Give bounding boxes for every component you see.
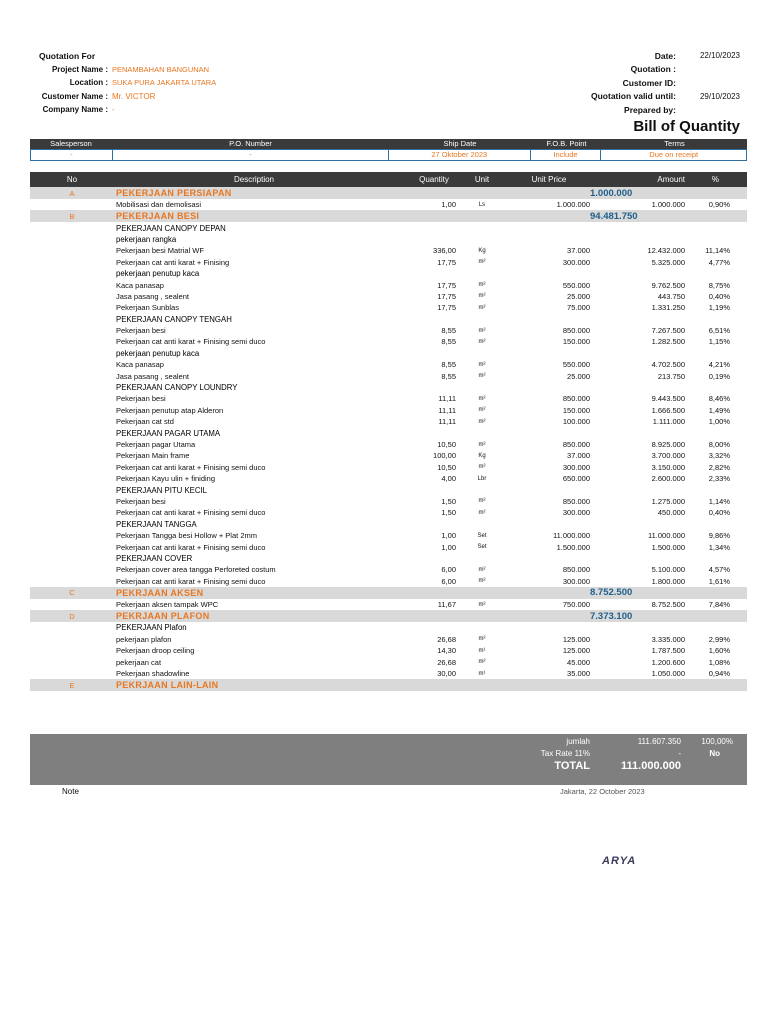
table-row bbox=[30, 507, 747, 518]
row-description: PEKERJAAN PAGAR UTAMA bbox=[116, 428, 221, 438]
row-unit-price: 850.000 bbox=[562, 394, 590, 404]
row-description: Mobilisasi dan demolisasi bbox=[116, 200, 202, 210]
row-number: B bbox=[69, 211, 75, 221]
row-description: PEKERJAAN PITU KECIL bbox=[116, 485, 207, 495]
row-amount: 7.373.100 bbox=[590, 610, 633, 622]
customer-name-value: Mr. VICTOR bbox=[112, 91, 156, 101]
row-description: Pekerjaan besi Matrial WF bbox=[116, 246, 204, 256]
row-unit-price: 150.000 bbox=[562, 337, 590, 347]
row-unit: m² bbox=[478, 636, 486, 643]
table-row bbox=[30, 439, 747, 450]
row-percent: 8,46% bbox=[708, 394, 730, 404]
row-percent: 8,00% bbox=[708, 440, 730, 449]
row-percent: 4,77% bbox=[708, 257, 730, 267]
subheading-row bbox=[30, 348, 747, 359]
row-unit: m² bbox=[478, 418, 486, 425]
row-quantity: 14,30 bbox=[437, 646, 456, 656]
row-unit: m² bbox=[478, 259, 486, 266]
terms-header: Terms bbox=[664, 139, 685, 148]
row-amount: 12.432.000 bbox=[647, 246, 685, 256]
table-row bbox=[30, 291, 747, 302]
row-unit: m² bbox=[478, 578, 486, 585]
row-percent: 3,32% bbox=[708, 451, 730, 461]
row-quantity: 1,50 bbox=[441, 508, 456, 518]
row-percent: 7,84% bbox=[708, 600, 730, 610]
row-percent: 0,94% bbox=[708, 669, 730, 679]
row-amount: 1.275.000 bbox=[651, 496, 685, 506]
row-quantity: 1,00 bbox=[441, 542, 456, 552]
row-unit-price: 300.000 bbox=[562, 257, 590, 267]
row-unit-price: 850.000 bbox=[562, 440, 590, 449]
row-unit-price: 850.000 bbox=[562, 565, 590, 575]
row-unit: m² bbox=[478, 282, 486, 289]
company-name-label: Company Name : bbox=[42, 105, 108, 115]
row-description: Pekerjaan Main frame bbox=[116, 451, 190, 461]
table-row bbox=[30, 393, 747, 404]
row-description: Pekerjaan besi bbox=[116, 496, 166, 506]
col-unit-price-header: Unit Price bbox=[531, 175, 567, 184]
row-unit-price: 37.000 bbox=[567, 451, 590, 461]
row-percent: 9,86% bbox=[708, 531, 730, 541]
row-unit: m² bbox=[478, 338, 486, 345]
ship-date-header: Ship Date bbox=[443, 139, 477, 148]
row-amount: 1.050.000 bbox=[651, 669, 685, 679]
note-label: Note bbox=[62, 787, 79, 796]
row-unit-price: 750.000 bbox=[562, 600, 590, 610]
row-description: Pekerjaan shadowline bbox=[116, 669, 190, 679]
row-unit-price: 1.000.000 bbox=[556, 200, 590, 210]
row-amount: 5.325.000 bbox=[651, 257, 685, 267]
row-unit: Kg bbox=[478, 452, 486, 459]
row-unit-price: 75.000 bbox=[567, 303, 590, 313]
quotation-label: Quotation : bbox=[630, 64, 676, 75]
table-row bbox=[30, 530, 747, 541]
row-unit-price: 650.000 bbox=[562, 474, 590, 484]
row-description: Pekerjaan cat anti karat + Finising semi duco bbox=[116, 542, 266, 552]
col-amount-header: Amount bbox=[657, 175, 685, 184]
section-row bbox=[30, 187, 747, 199]
row-description: Pekerjaan droop ceiling bbox=[116, 646, 195, 656]
row-unit: m¹ bbox=[478, 647, 486, 654]
valid-until-value: 29/10/2023 bbox=[699, 91, 740, 101]
date-label: Date: bbox=[654, 50, 676, 61]
table-row bbox=[30, 370, 747, 381]
subheading-row bbox=[30, 314, 747, 325]
row-quantity: 1,00 bbox=[441, 531, 456, 541]
row-quantity: 11,11 bbox=[438, 394, 456, 404]
row-unit-price: 150.000 bbox=[562, 405, 590, 415]
row-amount: 7.267.500 bbox=[651, 326, 685, 336]
row-percent: 1,19% bbox=[708, 303, 730, 313]
row-unit-price: 850.000 bbox=[562, 326, 590, 336]
row-amount: 1.111.000 bbox=[652, 417, 685, 427]
row-percent: 2,33% bbox=[708, 474, 730, 484]
jumlah-label: jumlah bbox=[566, 737, 590, 746]
row-description: Pekerjaan Tangga besi Hollow + Plat 2mm bbox=[116, 531, 257, 541]
salesperson-header: Salesperson bbox=[50, 139, 92, 148]
row-percent: 1,61% bbox=[708, 576, 730, 586]
row-quantity: 6,00 bbox=[441, 576, 456, 586]
row-quantity: 11,11 bbox=[438, 417, 456, 427]
row-description: pekerjaan penutup kaca bbox=[116, 269, 200, 279]
row-unit-price: 25.000 bbox=[567, 291, 590, 301]
po-number-value: - bbox=[113, 150, 389, 160]
row-quantity: 10,50 bbox=[437, 440, 456, 449]
location-value: SUKA PURA JAKARTA UTARA bbox=[112, 78, 217, 88]
row-amount: 2.600.000 bbox=[651, 474, 685, 484]
row-number: C bbox=[69, 588, 75, 598]
row-description: Kaca panasap bbox=[116, 360, 164, 370]
subheading-row bbox=[30, 427, 747, 438]
row-description: Pekerjaan aksen tampak WPC bbox=[116, 600, 219, 610]
row-unit-price: 850.000 bbox=[562, 496, 590, 506]
subheading-row bbox=[30, 553, 747, 564]
row-quantity: 30,00 bbox=[437, 669, 456, 679]
row-unit: m² bbox=[478, 566, 486, 573]
row-percent: 0,40% bbox=[708, 508, 730, 518]
table-row bbox=[30, 634, 747, 645]
row-amount: 213.750 bbox=[657, 371, 685, 381]
row-amount: 8.752.500 bbox=[590, 587, 633, 599]
row-description: PEKERJAAN Plafon bbox=[116, 623, 187, 633]
ship-date-value: 27 Oktober 2023 bbox=[389, 150, 531, 160]
table-row bbox=[30, 473, 747, 484]
row-amount: 1.282.500 bbox=[651, 337, 685, 347]
row-quantity: 100,00 bbox=[433, 451, 456, 461]
terms-value: Due on receipt bbox=[649, 150, 699, 159]
table-row bbox=[30, 656, 747, 667]
section-row bbox=[30, 210, 747, 222]
subheading-row bbox=[30, 519, 747, 530]
table-row bbox=[30, 462, 747, 473]
col-percent-header: % bbox=[711, 175, 719, 184]
row-amount: 1.666.500 bbox=[651, 405, 685, 415]
row-quantity: 26,68 bbox=[437, 634, 456, 644]
row-unit-price: 300.000 bbox=[562, 576, 590, 586]
row-description: PEKERJAAN CANOPY LOUNDRY bbox=[116, 383, 238, 393]
subheading-row bbox=[30, 484, 747, 495]
row-quantity: 10,50 bbox=[437, 462, 456, 472]
subheading-row bbox=[30, 268, 747, 279]
row-unit-price: 11.000.000 bbox=[553, 531, 590, 541]
row-unit: m² bbox=[478, 373, 486, 380]
row-quantity: 8,55 bbox=[441, 337, 456, 347]
row-description: PEKRJAAN PLAFON bbox=[116, 611, 210, 622]
col-quantity-header: Quantity bbox=[419, 175, 449, 184]
row-description: Pekerjaan cover area tangga Perforeted costum bbox=[116, 565, 276, 575]
row-amount: 94.481.750 bbox=[590, 210, 638, 222]
row-percent: 4,21% bbox=[708, 360, 730, 370]
row-amount: 9.443.500 bbox=[651, 394, 685, 404]
row-unit-price: 37.000 bbox=[567, 246, 590, 256]
row-amount: 3.700.000 bbox=[651, 451, 685, 461]
col-description-header: Description bbox=[233, 175, 274, 184]
row-unit: Set bbox=[477, 544, 487, 551]
table-header-row bbox=[30, 172, 747, 187]
quotation-meta-block bbox=[440, 49, 740, 117]
row-percent: 1,00% bbox=[708, 417, 730, 427]
row-description: Pekerjaan cat anti karat + Finising semi duco bbox=[116, 462, 266, 472]
row-amount: 1.000.000 bbox=[651, 200, 685, 210]
info-header-row bbox=[30, 139, 747, 149]
row-quantity: 8,55 bbox=[441, 326, 456, 336]
row-unit: m² bbox=[478, 407, 486, 414]
jumlah-percent: 100,00% bbox=[701, 737, 733, 746]
fob-point-header: F.O.B. Point bbox=[546, 139, 587, 148]
table-row bbox=[30, 416, 747, 427]
row-percent: 2,99% bbox=[708, 634, 730, 644]
row-description: PEKERJAAN CANOPY DEPAN bbox=[116, 223, 226, 233]
row-description: PEKRJAAN LAIN-LAIN bbox=[116, 680, 219, 691]
row-description: Kaca panasap bbox=[116, 280, 164, 290]
total-value: 111.000.000 bbox=[621, 760, 681, 772]
row-unit-price: 25.000 bbox=[567, 371, 590, 381]
table-row bbox=[30, 576, 747, 587]
row-quantity: 336,00 bbox=[433, 246, 456, 256]
totals-block bbox=[30, 734, 747, 785]
row-number: D bbox=[69, 611, 75, 621]
table-row bbox=[30, 336, 747, 347]
row-description: PEKERJAAN BESI bbox=[116, 211, 200, 222]
row-amount: 5.100.000 bbox=[651, 565, 685, 575]
row-unit: m² bbox=[478, 327, 486, 334]
table-row bbox=[30, 405, 747, 416]
row-amount: 450.000 bbox=[657, 508, 685, 518]
row-description: pekerjaan penutup kaca bbox=[116, 348, 200, 358]
row-percent: 1,15% bbox=[708, 337, 730, 347]
info-values-row bbox=[30, 149, 747, 161]
row-unit-price: 45.000 bbox=[567, 657, 590, 667]
row-percent: 0,19% bbox=[708, 371, 730, 381]
row-unit: m² bbox=[478, 509, 486, 516]
row-amount: 1.787.500 bbox=[651, 646, 685, 656]
row-unit: m² bbox=[478, 293, 486, 300]
row-amount: 1.331.250 bbox=[651, 303, 685, 313]
tax-rate-label: Tax Rate 11% bbox=[540, 749, 590, 758]
row-unit: m² bbox=[478, 304, 486, 311]
row-percent: 11,14% bbox=[705, 246, 730, 256]
row-percent: 1,08% bbox=[708, 657, 730, 667]
subheading-row bbox=[30, 234, 747, 245]
row-description: Pekerjaan pagar Utama bbox=[116, 440, 196, 449]
tax-note: No bbox=[709, 749, 720, 758]
row-description: Jasa pasang , sealent bbox=[116, 291, 189, 301]
row-description: Pekerjaan cat anti karat + Finising semi duco bbox=[116, 508, 266, 518]
row-quantity: 4,00 bbox=[441, 474, 456, 484]
row-unit-price: 35.000 bbox=[567, 669, 590, 679]
quotation-for-label: Quotation For bbox=[39, 50, 96, 61]
table-row bbox=[30, 257, 747, 268]
table-row bbox=[30, 325, 747, 336]
row-description: PEKERJAAN TANGGA bbox=[116, 519, 197, 529]
table-row bbox=[30, 279, 747, 290]
row-amount: 1.200.600 bbox=[651, 657, 685, 667]
row-quantity: 11,67 bbox=[437, 600, 456, 610]
row-unit: m² bbox=[478, 441, 486, 448]
row-description: PEKRJAAN AKSEN bbox=[116, 587, 204, 598]
table-row bbox=[30, 496, 747, 507]
row-unit: m² bbox=[478, 361, 486, 368]
row-description: Pekerjaan Sunblas bbox=[116, 303, 179, 313]
row-amount: 1.500.000 bbox=[651, 542, 685, 552]
col-no-header: No bbox=[66, 175, 78, 184]
row-percent: 2,82% bbox=[708, 462, 730, 472]
row-quantity: 8,55 bbox=[441, 371, 456, 381]
table-row bbox=[30, 599, 747, 610]
row-unit: m² bbox=[478, 659, 486, 666]
row-quantity: 17,75 bbox=[437, 257, 456, 267]
row-unit: Set bbox=[477, 532, 487, 539]
signature-name: ARYA bbox=[602, 855, 637, 867]
row-description: Pekerjaan besi bbox=[116, 326, 166, 336]
project-name-label: Project Name : bbox=[51, 64, 108, 74]
row-number: E bbox=[69, 680, 75, 690]
quotation-for-block bbox=[0, 49, 360, 117]
row-quantity: 17,75 bbox=[437, 291, 456, 301]
row-unit: Lbr bbox=[477, 475, 487, 482]
row-amount: 443.750 bbox=[657, 291, 685, 301]
row-amount: 11.000.000 bbox=[648, 531, 685, 541]
company-name-value: - bbox=[112, 105, 115, 115]
row-description: pekerjaan cat bbox=[116, 657, 162, 667]
row-description: Pekerjaan besi bbox=[116, 394, 166, 404]
row-percent: 0,90% bbox=[708, 200, 730, 210]
row-quantity: 17,75 bbox=[437, 303, 456, 313]
row-description: PEKERJAAN PERSIAPAN bbox=[116, 188, 232, 198]
table-row bbox=[30, 199, 747, 210]
table-row bbox=[30, 302, 747, 313]
row-quantity: 17,75 bbox=[437, 280, 456, 290]
row-amount: 1.800.000 bbox=[651, 576, 685, 586]
table-row bbox=[30, 645, 747, 656]
table-row bbox=[30, 541, 747, 552]
po-number-header: P.O. Number bbox=[229, 139, 272, 148]
row-unit-price: 300.000 bbox=[562, 462, 590, 472]
row-unit-price: 300.000 bbox=[562, 508, 590, 518]
row-amount: 1.000.000 bbox=[590, 187, 633, 199]
project-name-value: PENAMBAHAN BANGUNAN bbox=[112, 64, 210, 74]
row-percent: 1,34% bbox=[708, 542, 730, 552]
row-amount: 8.752.500 bbox=[651, 600, 685, 610]
row-unit: m² bbox=[478, 601, 486, 608]
row-quantity: 26,68 bbox=[437, 657, 456, 667]
row-description: PEKERJAAN COVER bbox=[116, 553, 193, 563]
row-amount: 4.702.500 bbox=[651, 360, 685, 370]
row-quantity: 1,50 bbox=[441, 496, 456, 506]
subheading-row bbox=[30, 222, 747, 233]
row-unit: Ls bbox=[478, 201, 486, 208]
section-row bbox=[30, 679, 747, 691]
tax-rate-value: - bbox=[678, 749, 681, 758]
row-description: Pekerjaan penutup atap Alderon bbox=[116, 405, 224, 415]
row-description: Pekerjaan cat std bbox=[116, 417, 174, 427]
row-description: Pekerjaan cat anti karat + Finising semi duco bbox=[116, 576, 266, 586]
total-label: TOTAL bbox=[554, 760, 590, 772]
row-description: Pekerjaan cat anti karat + Finising bbox=[116, 257, 230, 267]
row-description: pekerjaan rangka bbox=[116, 234, 177, 244]
row-unit-price: 125.000 bbox=[562, 634, 590, 644]
row-unit-price: 100.000 bbox=[562, 417, 590, 427]
document-title: Bill of Quantity bbox=[633, 118, 740, 135]
col-unit-header: Unit bbox=[474, 175, 490, 184]
row-percent: 8,75% bbox=[708, 280, 730, 290]
row-quantity: 8,55 bbox=[441, 360, 456, 370]
row-unit: m¹ bbox=[478, 670, 486, 677]
row-percent: 4,57% bbox=[708, 565, 730, 575]
bill-of-quantity-table bbox=[30, 172, 747, 691]
row-number: A bbox=[69, 188, 75, 198]
prepared-by-label: Prepared by: bbox=[624, 104, 676, 115]
row-unit-price: 550.000 bbox=[562, 360, 590, 370]
row-unit: m² bbox=[478, 395, 486, 402]
row-amount: 9.762.500 bbox=[651, 280, 685, 290]
table-row bbox=[30, 245, 747, 256]
row-unit-price: 550.000 bbox=[562, 280, 590, 290]
row-unit: m² bbox=[478, 464, 486, 471]
table-row bbox=[30, 359, 747, 370]
row-amount: 8.925.000 bbox=[651, 440, 685, 449]
section-row bbox=[30, 587, 747, 599]
row-unit-price: 1.500.000 bbox=[556, 542, 590, 552]
row-unit-price: 125.000 bbox=[562, 646, 590, 656]
row-percent: 6,51% bbox=[708, 326, 730, 336]
row-description: Pekerjaan cat anti karat + Finising semi duco bbox=[116, 337, 266, 347]
row-percent: 1,60% bbox=[708, 646, 730, 656]
row-percent: 1,14% bbox=[708, 496, 730, 506]
row-quantity: 11,11 bbox=[438, 405, 456, 415]
row-amount: 3.335.000 bbox=[651, 634, 685, 644]
date-value: 22/10/2023 bbox=[699, 51, 740, 61]
row-percent: 0,40% bbox=[708, 291, 730, 301]
table-row bbox=[30, 450, 747, 461]
fob-point-value: Include bbox=[531, 150, 602, 160]
row-unit: Kg bbox=[478, 247, 486, 254]
subheading-row bbox=[30, 622, 747, 633]
location-label: Location : bbox=[69, 78, 108, 88]
subheading-row bbox=[30, 382, 747, 393]
row-quantity: 1,00 bbox=[441, 200, 456, 210]
section-row bbox=[30, 610, 747, 622]
customer-id-label: Customer ID: bbox=[622, 77, 676, 88]
table-row bbox=[30, 564, 747, 575]
place-date: Jakarta, 22 October 2023 bbox=[560, 787, 645, 796]
table-row bbox=[30, 668, 747, 679]
row-description: pekerjaan plafon bbox=[116, 634, 172, 644]
customer-name-label: Customer Name : bbox=[41, 91, 108, 101]
row-quantity: 6,00 bbox=[441, 565, 456, 575]
row-unit: m² bbox=[478, 498, 486, 505]
row-description: Jasa pasang , sealent bbox=[116, 371, 189, 381]
salesperson-value: - bbox=[31, 150, 113, 160]
row-amount: 3.150.000 bbox=[651, 462, 685, 472]
valid-until-label: Quotation valid until: bbox=[591, 91, 676, 102]
row-description: PEKERJAAN CANOPY TENGAH bbox=[116, 314, 232, 324]
row-percent: 1,49% bbox=[708, 405, 730, 415]
jumlah-value: 111.607.350 bbox=[637, 737, 681, 746]
row-description: Pekerjaan Kayu ulin + finiding bbox=[116, 474, 216, 484]
